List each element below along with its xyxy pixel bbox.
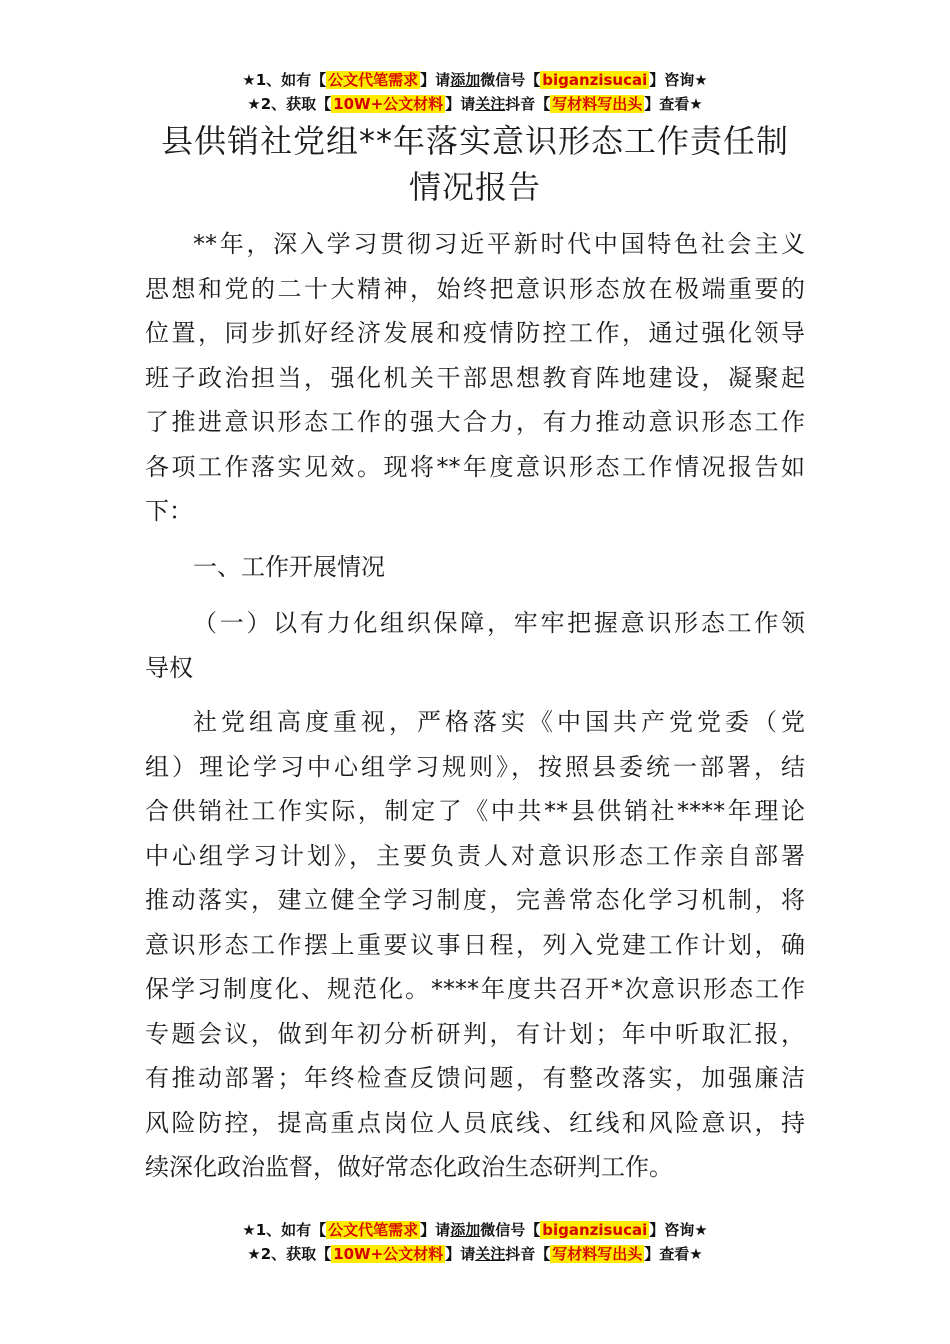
banner-text: 微信号【: [480, 1221, 541, 1239]
banner-line-2: [0, 92, 950, 116]
banner-underlined-text: 添加: [450, 1221, 481, 1239]
section-heading-text: 一、工作开展情况: [193, 553, 385, 581]
banner-text: 】请: [420, 71, 451, 89]
paragraph-line: 组）理论学习中心组学习规则》，按照县委统一部署，结: [145, 752, 805, 781]
paragraph-line: 有推动部署；年终检查反馈问题，有整改落实，加强廉洁: [145, 1064, 805, 1092]
banner-line-1: [0, 68, 950, 92]
paragraph-line: 保学习制度化、规范化。****年度共召开*次意识形态工作: [145, 975, 805, 1003]
paragraph-line: 下：: [145, 497, 193, 525]
bottom-banner: [0, 1218, 950, 1266]
paragraph-line: 社党组高度重视，严格落实《中国共产党党委（党: [193, 708, 805, 736]
paragraph-line: 中心组学习计划》，主要负责人对意识形态工作亲自部署: [145, 841, 805, 870]
banner-highlight: 公文代笔需求: [328, 71, 419, 89]
banner-highlight-douyin-id: 写材料写出头: [552, 1245, 643, 1263]
banner-underlined-text: 添加: [450, 71, 481, 89]
subsection-heading-line: （一）以有力化组织保障，牢牢把握意识形态工作领: [193, 609, 805, 637]
paragraph-line: 思想和党的二十大精神，始终把意识形态放在极端重要的: [145, 274, 805, 303]
intro-paragraph: [145, 222, 805, 534]
banner-text: 】咨询★: [649, 1221, 708, 1239]
title-line-1: 县供销社党组**年落实意识形态工作责任制: [160, 122, 789, 160]
banner-highlight-wechat-id: biganzisucai: [542, 1221, 648, 1239]
top-banner: [0, 68, 950, 116]
body-paragraph: [145, 700, 805, 1190]
paragraph-line: 位置，同步抓好经济发展和疫情防控工作，通过强化领导: [145, 319, 805, 347]
paragraph-line: 推动落实，建立健全学习制度，完善常态化学习机制，将: [145, 886, 805, 914]
banner-text: 】请: [445, 1245, 476, 1263]
banner-text: 抖音【: [505, 1245, 551, 1263]
banner-text: ★2、获取【: [247, 1245, 332, 1263]
title-line-2: 情况报告: [408, 168, 541, 206]
paragraph-line: 了推进意识形态工作的强大合力，有力推动意识形态工作: [145, 408, 805, 436]
banner-underlined-text: 关注: [475, 1245, 506, 1263]
banner-text: ★1、如有【: [242, 71, 327, 89]
banner-text: 】请: [445, 95, 476, 113]
banner-text: 微信号【: [480, 71, 541, 89]
paragraph-line: **年，深入学习贯彻习近平新时代中国特色社会主义: [193, 230, 805, 258]
banner-text: 】查看★: [644, 95, 703, 113]
banner-text: ★1、如有【: [242, 1221, 327, 1239]
document-title: [100, 118, 850, 210]
banner-underlined-text: 关注: [475, 95, 506, 113]
section-heading: [145, 545, 805, 590]
subsection-heading-line: 导权: [145, 653, 193, 682]
banner-text: ★2、获取【: [247, 95, 332, 113]
banner-line-2: [0, 1242, 950, 1266]
banner-highlight-wechat-id: biganzisucai: [542, 71, 648, 89]
banner-text: 】咨询★: [649, 71, 708, 89]
banner-highlight-douyin-id: 写材料写出头: [552, 95, 643, 113]
banner-line-1: [0, 1218, 950, 1242]
banner-highlight: 公文代笔需求: [328, 1221, 419, 1239]
banner-highlight: 10W+公文材料: [333, 95, 444, 113]
paragraph-line: 合供销社工作实际，制定了《中共**县供销社****年理论: [145, 797, 805, 825]
subsection-heading: [145, 601, 805, 690]
paragraph-line: 续深化政治监督，做好常态化政治生态研判工作。: [145, 1153, 673, 1181]
paragraph-line: 各项工作落实见效。现将**年度意识形态工作情况报告如: [145, 452, 805, 481]
banner-text: 抖音【: [505, 95, 551, 113]
banner-text: 】请: [420, 1221, 451, 1239]
paragraph-line: 专题会议，做到年初分析研判，有计划；年中听取汇报，: [145, 1019, 805, 1048]
paragraph-line: 意识形态工作摆上重要议事日程，列入党建工作计划，确: [145, 930, 805, 959]
paragraph-line: 班子政治担当，强化机关干部思想教育阵地建设，凝聚起: [145, 363, 805, 392]
paragraph-line: 风险防控，提高重点岗位人员底线、红线和风险意识，持: [145, 1108, 805, 1137]
banner-highlight: 10W+公文材料: [333, 1245, 444, 1263]
banner-text: 】查看★: [644, 1245, 703, 1263]
